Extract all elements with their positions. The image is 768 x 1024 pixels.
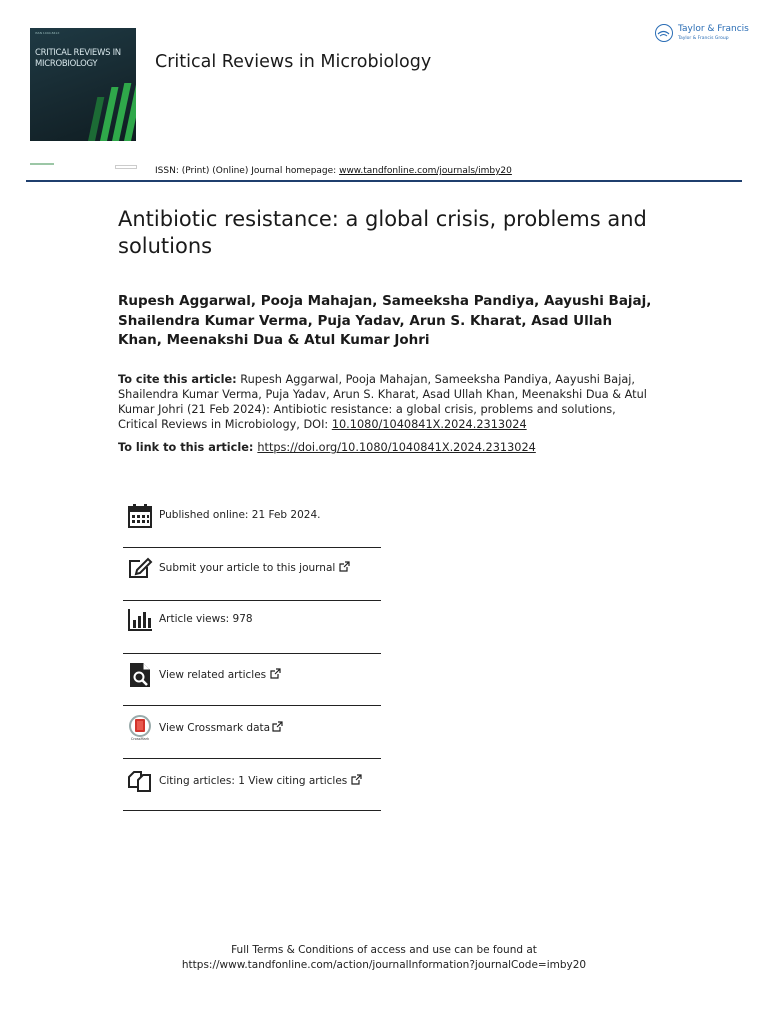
terms-footer bbox=[0, 943, 768, 973]
citing-articles-icon bbox=[127, 768, 153, 794]
cite-label: To cite this article: bbox=[118, 373, 237, 386]
citing-articles-row[interactable] bbox=[123, 765, 381, 805]
published-row bbox=[123, 500, 381, 540]
submit-article-text bbox=[159, 561, 350, 574]
article-views-row bbox=[123, 604, 381, 644]
row-divider bbox=[123, 547, 381, 548]
journal-homepage-link[interactable]: www.tandfonline.com/journals/imby20 bbox=[339, 166, 512, 176]
submit-article-row[interactable] bbox=[123, 552, 381, 592]
link-label: To link to this article: bbox=[118, 441, 258, 454]
external-link-icon bbox=[270, 668, 281, 679]
crossmark-icon bbox=[127, 715, 153, 741]
cite-doi-link[interactable]: 10.1080/1040841X.2024.2313024 bbox=[331, 418, 527, 431]
publisher-logo[interactable] bbox=[653, 22, 753, 48]
search-document-icon bbox=[127, 662, 153, 688]
citing-articles-text bbox=[159, 774, 362, 787]
row-divider bbox=[123, 758, 381, 759]
citing-articles-link[interactable]: Citing articles: 1 View citing articles bbox=[159, 775, 348, 787]
crossmark-link[interactable]: View Crossmark data bbox=[159, 722, 271, 734]
published-date: Published online: 21 Feb 2024. bbox=[159, 509, 321, 521]
article-views: Article views: 978 bbox=[159, 613, 253, 625]
cover-title: CRITICAL REVIEWS IN MICROBIOLOGY bbox=[35, 48, 121, 69]
journal-name: Critical Reviews in Microbiology bbox=[155, 52, 432, 72]
citation-block bbox=[118, 372, 658, 432]
publisher-subtitle: Taylor & Francis Group bbox=[678, 36, 729, 41]
header-rule bbox=[26, 180, 742, 182]
footer-terms-link[interactable]: https://www.tandfonline.com/action/journalInformation?journalCode=imby20 bbox=[181, 959, 587, 971]
crossmark-text bbox=[159, 721, 283, 734]
article-title: Antibiotic resistance: a global crisis, problems and solutions bbox=[118, 207, 647, 258]
edit-icon bbox=[127, 555, 153, 581]
mini-logo bbox=[115, 165, 137, 169]
cite-text: Rupesh Aggarwal, Pooja Mahajan, Sameeksha Pandiya, Aayushi Bajaj, Shailendra Kumar Verma, Puja Yadav, Arun S. Kharat, Asad Ullah Khan, Meenakshi Dua & Atul Kumar Johri (21 Feb 2024): Antibiotic resistance: a global crisis, problems and solutions, Critical Reviews in Microbiology, DOI: bbox=[118, 373, 647, 431]
journal-cover bbox=[30, 28, 136, 141]
publisher-name: Taylor & Francis bbox=[678, 24, 749, 34]
submit-article-link[interactable]: Submit your article to this journal bbox=[159, 562, 336, 574]
calendar-icon bbox=[127, 503, 153, 529]
issn-line bbox=[155, 166, 512, 176]
article-link-line bbox=[118, 441, 536, 454]
row-divider bbox=[123, 600, 381, 601]
article-doi-link[interactable]: https://doi.org/10.1080/1040841X.2024.2313024 bbox=[257, 441, 536, 454]
external-link-icon bbox=[351, 774, 362, 785]
crossmark-row[interactable] bbox=[123, 712, 381, 752]
crossmark-label: CrossMark bbox=[130, 737, 150, 741]
row-divider bbox=[123, 810, 381, 811]
mini-decoration bbox=[30, 163, 54, 165]
related-articles-link[interactable]: View related articles bbox=[159, 669, 267, 681]
external-link-icon bbox=[272, 721, 283, 732]
related-articles-text bbox=[159, 668, 281, 681]
article-authors: Rupesh Aggarwal, Pooja Mahajan, Sameeksha Pandiya, Aayushi Bajaj, Shailendra Kumar Verma, Puja Yadav, Arun S. Kharat, Asad Ullah Khan, Meenakshi Dua & Atul Kumar Johri bbox=[118, 293, 652, 348]
external-link-icon bbox=[339, 561, 350, 572]
footer-line-1: Full Terms & Conditions of access and use can be found at bbox=[231, 944, 537, 956]
bar-chart-icon bbox=[127, 607, 153, 633]
issn-prefix: ISSN: (Print) (Online) Journal homepage: bbox=[155, 166, 340, 176]
publisher-logo-icon bbox=[655, 24, 673, 42]
cover-banner: ISSN 1040-841X bbox=[35, 31, 60, 35]
row-divider bbox=[123, 705, 381, 706]
row-divider bbox=[123, 653, 381, 654]
related-articles-row[interactable] bbox=[123, 659, 381, 699]
